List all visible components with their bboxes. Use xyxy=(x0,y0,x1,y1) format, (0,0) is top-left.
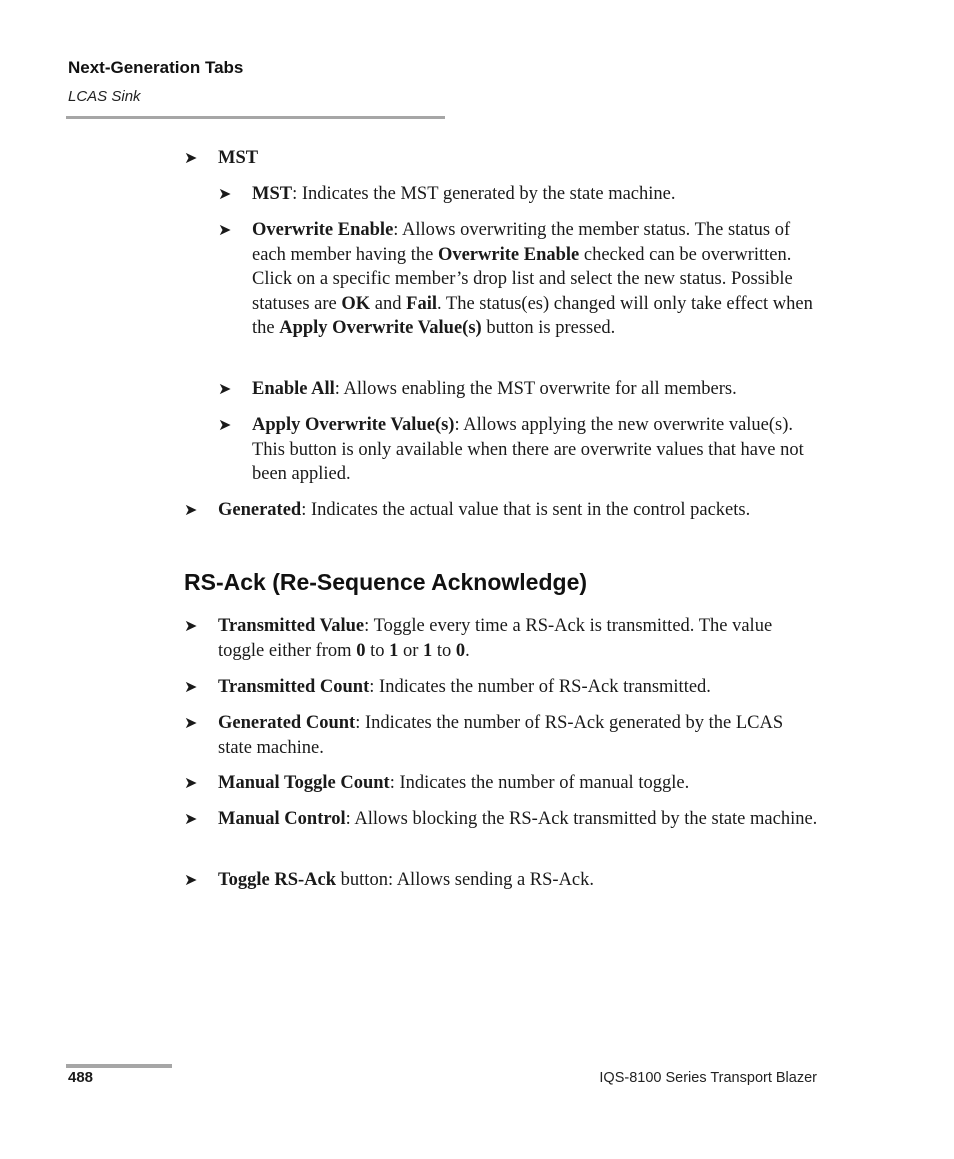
item-label: Generated xyxy=(218,500,302,520)
header-rule xyxy=(66,116,445,119)
item-text: and xyxy=(370,293,407,314)
item-text: checked can be overwritten. Click on a specific member’s drop list and select the new status. Possible statuses are xyxy=(252,244,793,314)
item-label: Toggle RS-Ack xyxy=(218,870,337,890)
item-text: or xyxy=(398,640,424,661)
item-text: : Allows blocking the RS-Ack transmitted by the state machine. xyxy=(345,809,818,829)
item-text: : Indicates the MST generated by the state machine. xyxy=(292,184,676,204)
item-value: 0 xyxy=(356,640,366,661)
bullet-arrow-icon: ➤ xyxy=(218,379,232,398)
item-label: Fail xyxy=(406,293,437,314)
item-text: . The status(es) changed will only take effect when the xyxy=(252,293,813,339)
item-text: : Allows overwriting the member status. The status of each member having the xyxy=(252,220,791,265)
running-header-subtitle: LCAS Sink xyxy=(68,88,141,105)
running-header-title: Next-Generation Tabs xyxy=(68,58,244,77)
bullet-arrow-icon: ➤ xyxy=(218,184,232,203)
bullet-arrow-icon: ➤ xyxy=(184,677,198,696)
item-label: Apply Overwrite Value(s) xyxy=(279,318,482,339)
item-label: Transmitted Value xyxy=(218,616,365,636)
bullet-arrow-icon: ➤ xyxy=(184,773,198,792)
footer-rule xyxy=(66,1064,172,1068)
item-text: . xyxy=(465,640,470,661)
bullet-arrow-icon: ➤ xyxy=(184,500,198,519)
item-label: Transmitted Count xyxy=(218,677,370,697)
bullet-arrow-icon: ➤ xyxy=(218,415,232,434)
item-text: button: Allows sending a RS-Ack. xyxy=(336,870,595,890)
bullet-arrow-icon: ➤ xyxy=(218,220,232,239)
item-text: : Indicates the number of manual toggle. xyxy=(389,773,690,793)
item-label: Overwrite Enable xyxy=(437,244,580,265)
item-text: : Indicates the actual value that is sent in the control packets. xyxy=(301,500,751,520)
item-text: button is pressed. xyxy=(481,318,616,339)
bullet-arrow-icon: ➤ xyxy=(184,148,198,167)
item-text: : Indicates the number of RS-Ack transmitted. xyxy=(369,677,711,697)
item-text: : Indicates the number of RS-Ack generated by the LCAS state machine. xyxy=(218,713,784,758)
item-text: : Toggle every time a RS-Ack is transmitted. The value toggle either from xyxy=(218,616,773,661)
item-value: 0 xyxy=(455,640,466,661)
item-label: Manual Control xyxy=(218,809,346,829)
item-label: OK xyxy=(341,293,371,314)
bullet-arrow-icon: ➤ xyxy=(184,713,198,732)
item-label: MST xyxy=(218,148,259,168)
item-value: 1 xyxy=(423,640,433,661)
item-label: Manual Toggle Count xyxy=(218,773,390,793)
bullet-arrow-icon: ➤ xyxy=(184,616,198,635)
item-text: : Allows enabling the MST overwrite for all members. xyxy=(334,379,737,399)
bullet-arrow-icon: ➤ xyxy=(184,870,198,889)
item-text: to xyxy=(365,640,390,661)
document-title: IQS-8100 Series Transport Blazer xyxy=(599,1070,817,1086)
item-value: 1 xyxy=(389,640,399,661)
section-heading-rs-ack: RS-Ack (Re-Sequence Acknowledge) xyxy=(184,569,588,595)
item-label: Generated Count xyxy=(218,713,356,733)
item-label: MST xyxy=(252,184,293,204)
item-label: Overwrite Enable xyxy=(252,220,394,240)
item-label: Enable All xyxy=(252,379,335,399)
bullet-arrow-icon: ➤ xyxy=(184,809,198,828)
item-text: : Allows applying the new overwrite value(s). This button is only available when there are overwrite values that have not been applied. xyxy=(252,415,804,485)
page-number: 488 xyxy=(68,1069,94,1086)
item-label: Apply Overwrite Value(s) xyxy=(252,415,455,435)
item-text: to xyxy=(432,640,456,661)
